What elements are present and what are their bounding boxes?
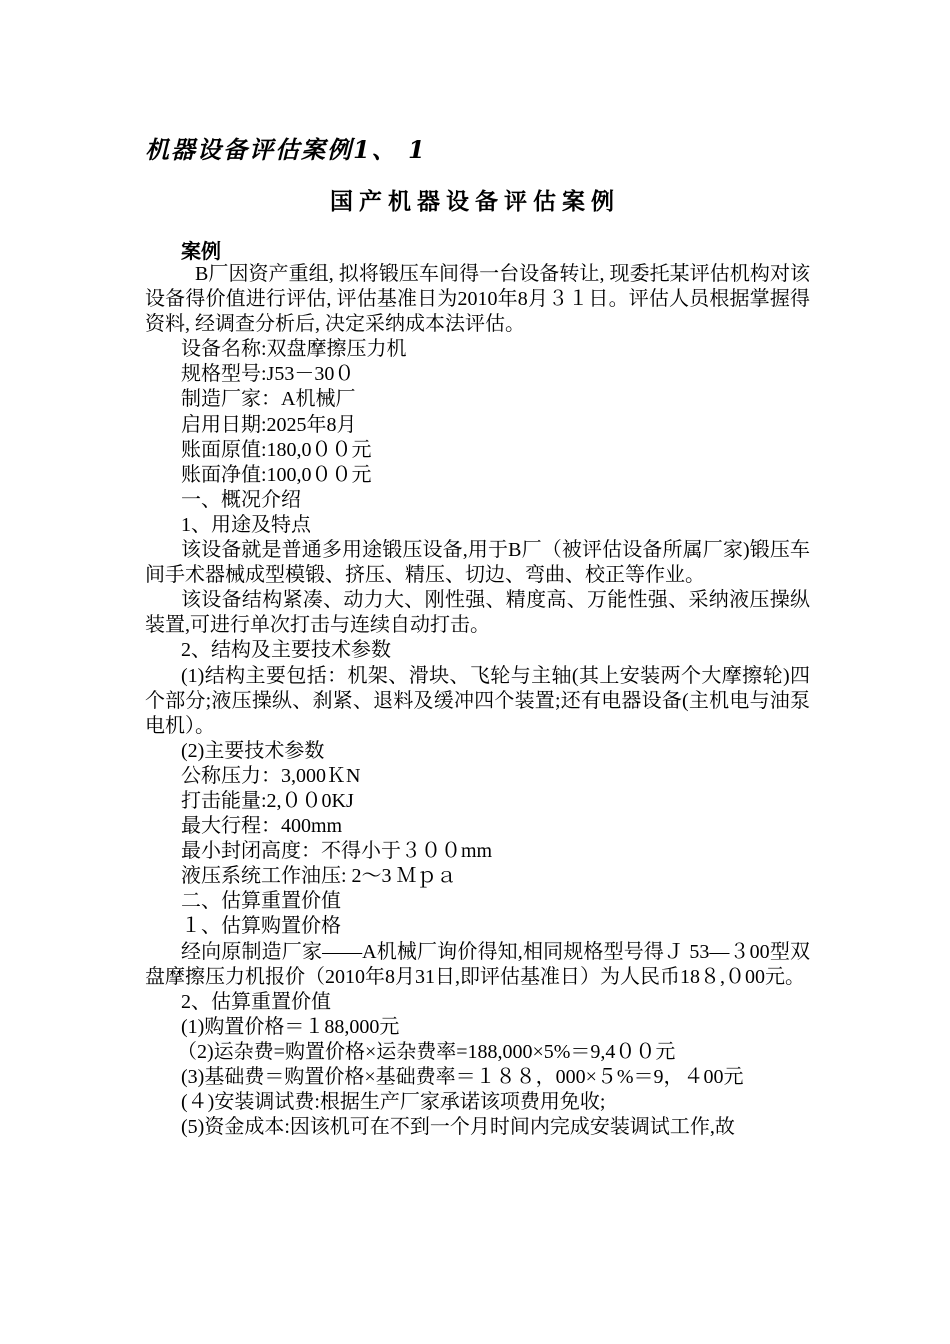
paragraph: 该设备结构紧凑、动力大、刚性强、精度高、万能性强、采纳液压操纵装置,可进行单次打击与连续自动打击。 bbox=[145, 589, 810, 637]
paragraph: 经向原制造厂家——A机械厂询价得知,相同规格型号得Ｊ 53—３00型双盘摩擦压力机报价（2010年8月31日,即评估基准日）为人民币18８,０00元。 bbox=[145, 940, 810, 988]
paragraph: 该设备就是普通多用途锻压设备,用于B厂（被评估设备所属厂家)锻压车间手术器械成型模锻、挤压、精压、切边、弯曲、校正等作业。 bbox=[145, 539, 810, 587]
document-title: 机器设备评估案例1、 1 bbox=[145, 135, 427, 164]
paragraph: 制造厂家：A机械厂 bbox=[181, 388, 356, 411]
paragraph: 公称压力：3,000ＫN bbox=[181, 764, 361, 787]
paragraph: (5)资金成本:因该机可在不到一个月时间内完成安装调试工作,故 bbox=[181, 1116, 735, 1139]
paragraph: 最大行程：400mm bbox=[181, 815, 343, 838]
document-subtitle: 国产机器设备评估案例 bbox=[330, 188, 620, 215]
paragraph: 打击能量:2,００0KJ bbox=[181, 789, 354, 812]
paragraph: 账面净值:100,0００元 bbox=[181, 463, 372, 486]
paragraph: 最小封闭高度：不得小于３００mm bbox=[181, 840, 493, 863]
paragraph: (1)结构主要包括：机架、滑块、飞轮与主轴(其上安装两个大摩擦轮)四个部分;液压操纵、刹紧、退料及缓冲四个装置;还有电器设备(主机电与油泵电机）。 bbox=[145, 664, 810, 737]
subheading: 2、估算重置价值 bbox=[181, 990, 331, 1013]
heading-replacement-value: 二、估算重置价值 bbox=[181, 890, 341, 913]
paragraph: (2)主要技术参数 bbox=[181, 739, 325, 762]
paragraph: (1)购置价格＝１88,000元 bbox=[181, 1015, 400, 1038]
paragraph: B厂因资产重组, 拟将锻压车间得一台设备转让, 现委托某评估机构对该设备得价值进行评估, 评估基准日为2010年8月３１日。评估人员根据掌握得资料, 经调查分析后, 决定采纳成本法评估。 bbox=[145, 263, 810, 336]
paragraph: 启用日期:2025年8月 bbox=[181, 413, 357, 436]
paragraph: （2)运杂费=购置价格×运杂费率=188,000×5%＝9,4００元 bbox=[177, 1040, 676, 1063]
paragraph: 液压系统工作油压: 2～3 Ｍｐａ bbox=[181, 865, 457, 888]
document-body bbox=[145, 262, 810, 1140]
paragraph: (3)基础费＝购置价格×基础费率＝１８８，000×５%＝9，４00元 bbox=[181, 1066, 744, 1088]
paragraph: 账面原值:180,0００元 bbox=[181, 438, 372, 461]
heading-overview: 一、概况介绍 bbox=[181, 488, 301, 511]
paragraph: 规格型号:J53－30０ bbox=[181, 363, 355, 386]
section-label-case: 案例 bbox=[181, 239, 221, 263]
subheading: 2、结构及主要技术参数 bbox=[181, 639, 391, 662]
subheading: 1、用途及特点 bbox=[181, 513, 311, 536]
subheading: １、估算购置价格 bbox=[181, 915, 341, 938]
paragraph: (４)安装调试费:根据生产厂家承诺该项费用免收; bbox=[181, 1091, 606, 1114]
paragraph: 设备名称:双盘摩擦压力机 bbox=[181, 338, 407, 361]
